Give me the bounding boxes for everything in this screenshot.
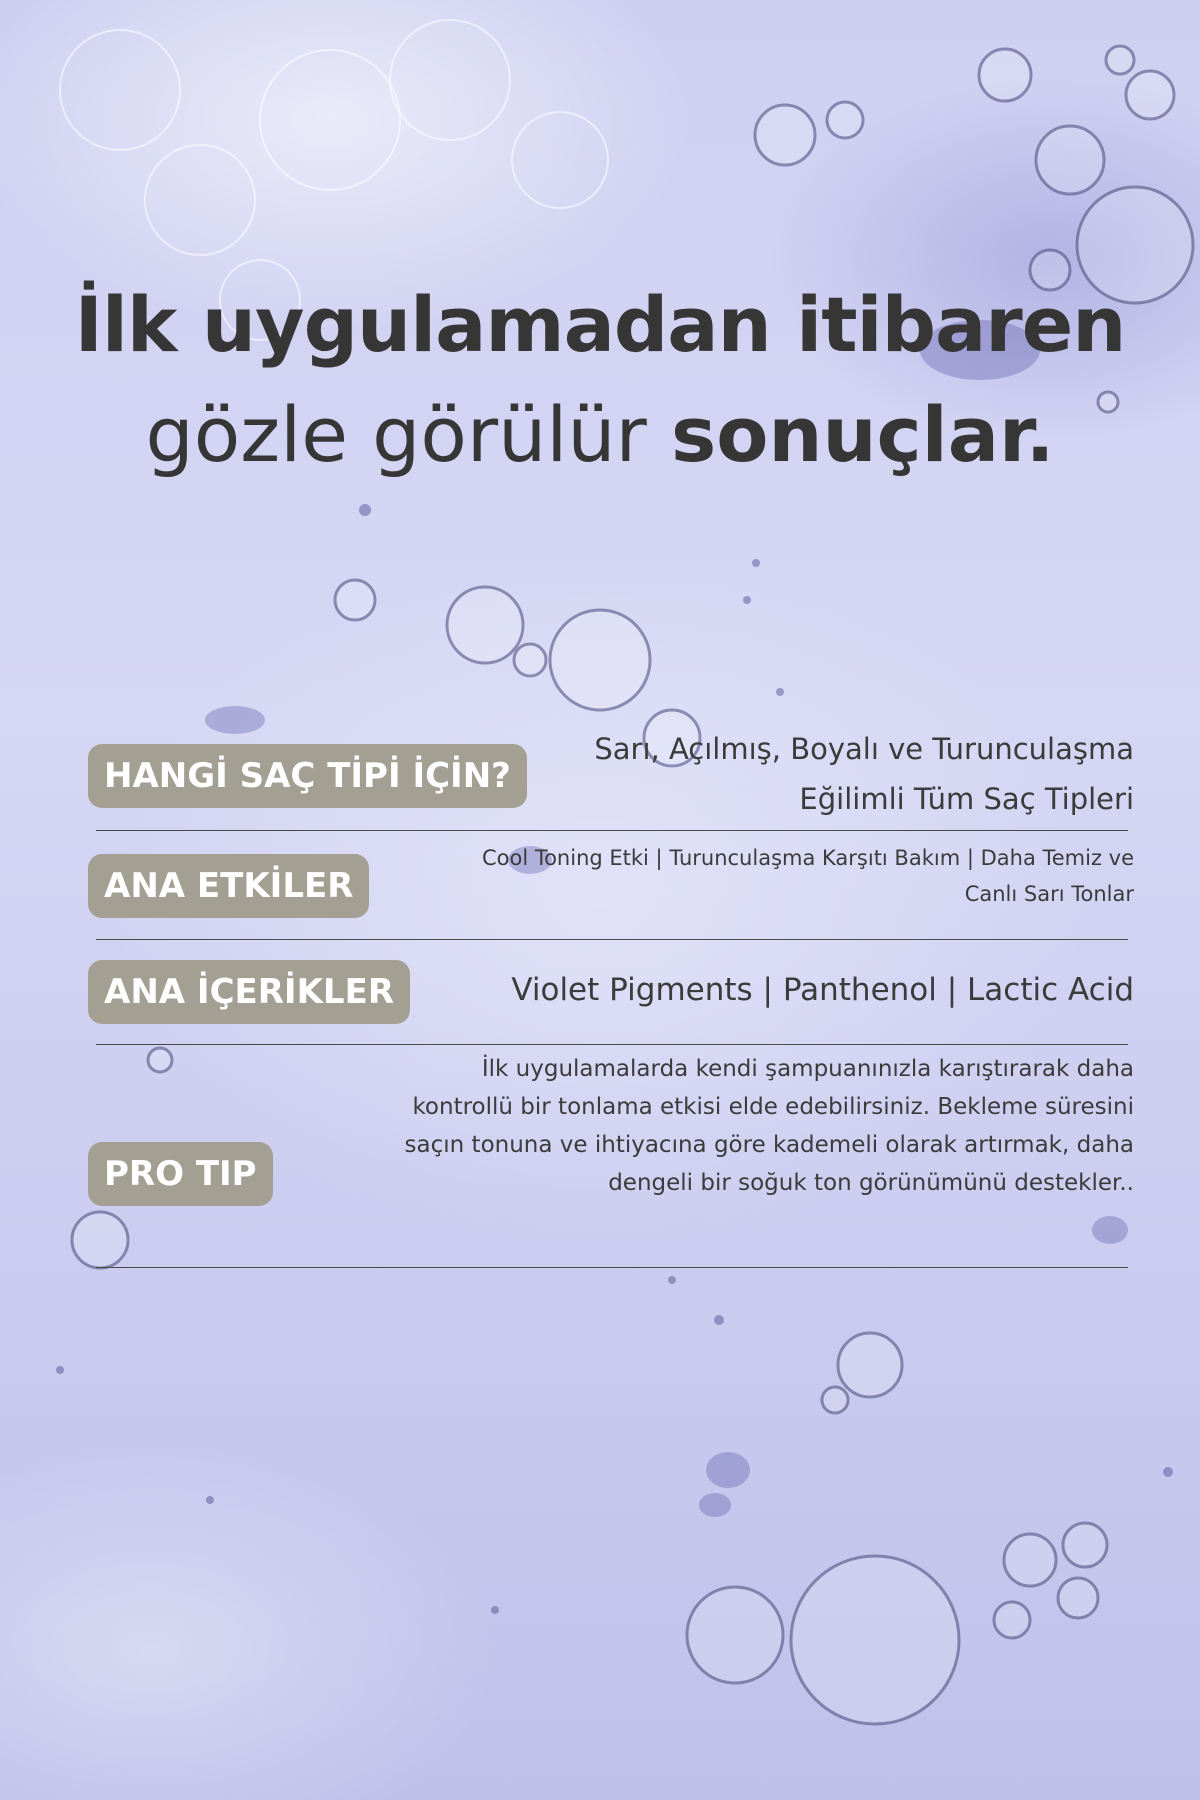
main-ingredients-label-pill: ANA İÇERİKLER (88, 960, 410, 1024)
headline (0, 270, 1200, 490)
headline-line-2-light: gözle görülür (145, 390, 671, 479)
hair-type-label-pill: HANGİ SAÇ TİPİ İÇİN? (88, 744, 527, 808)
main-effects-label-pill: ANA ETKİLER (88, 854, 369, 918)
headline-line-2 (0, 380, 1200, 490)
main-ingredients-value: Violet Pigments | Panthenol | Lactic Acid (511, 972, 1134, 1008)
headline-line-1: İlk uygulamadan itibaren (74, 280, 1126, 369)
divider (96, 830, 1128, 831)
divider (96, 1267, 1128, 1268)
divider (96, 1044, 1128, 1045)
pro-tip-value: İlk uygulamalarda kendi şampuanınızla karıştırarak daha kontrollü bir tonlama etkisi elde edebilirsiniz. Bekleme süresini saçın tonuna ve ihtiyacına göre kademeli olarak artırmak, daha dengeli bir soğuk ton görünümünü destekler.. (404, 1056, 1134, 1196)
headline-line-2-bold: sonuçlar. (670, 390, 1055, 479)
hair-type-value: Sarı, Açılmış, Boyalı ve Turunculaşma Eğilimli Tüm Saç Tipleri (594, 732, 1134, 816)
divider (96, 939, 1128, 940)
pro-tip-label-pill: PRO TIP (88, 1142, 273, 1206)
main-effects-value: Cool Toning Etki | Turunculaşma Karşıtı Bakım | Daha Temiz ve Canlı Sarı Tonlar (481, 846, 1134, 906)
